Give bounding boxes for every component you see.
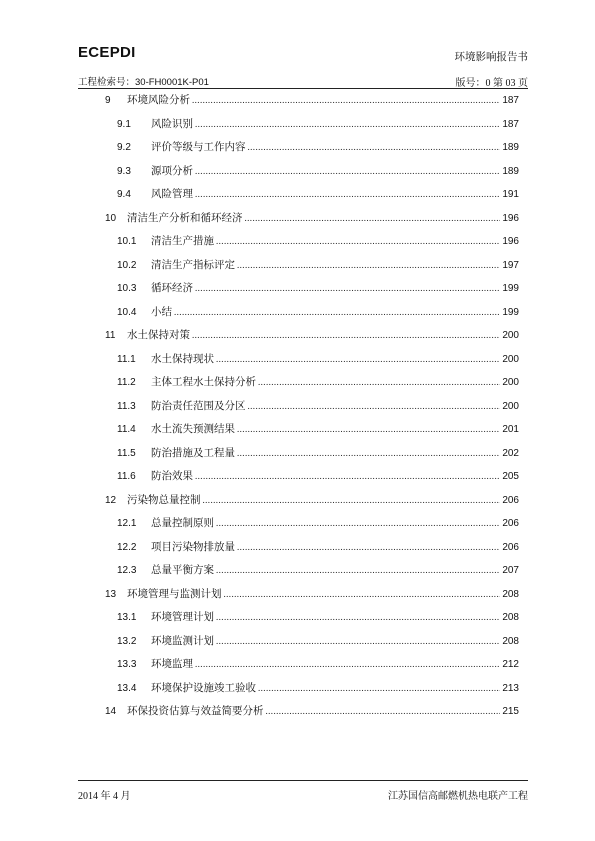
toc-entry-title: 清洁生产指标评定 xyxy=(151,260,235,271)
toc-entry-page: 201 xyxy=(502,424,519,435)
toc-dot-leader xyxy=(195,189,500,199)
toc-entry-page: 215 xyxy=(502,706,519,717)
toc-entry-page: 200 xyxy=(502,354,519,365)
toc-section-entry[interactable] xyxy=(117,186,519,201)
toc-dot-leader xyxy=(174,307,500,317)
footer-divider xyxy=(78,780,528,781)
toc-entry-number: 11.5 xyxy=(117,448,136,459)
toc-dot-leader xyxy=(216,236,500,246)
toc-entry-number: 10.3 xyxy=(117,283,137,294)
company-logo: ECEPDI xyxy=(78,44,136,61)
toc-entry-number: 13.3 xyxy=(117,659,137,670)
toc-dot-leader xyxy=(195,471,500,481)
toc-dot-leader xyxy=(195,283,500,293)
toc-section-entry[interactable] xyxy=(117,562,519,577)
toc-entry-number: 12.2 xyxy=(117,542,137,553)
toc-entry-title: 主体工程水土保持分析 xyxy=(151,377,256,388)
toc-entry-number: 10 xyxy=(105,213,117,224)
toc-dot-leader xyxy=(237,542,500,552)
toc-entry-number: 13 xyxy=(105,589,117,600)
toc-section-entry[interactable] xyxy=(117,468,519,483)
toc-entry-title: 防治措施及工程量 xyxy=(151,448,235,459)
toc-dot-leader xyxy=(203,495,501,505)
toc-entry-page: 200 xyxy=(502,401,519,412)
toc-section-entry[interactable] xyxy=(117,421,519,436)
toc-entry-title: 小结 xyxy=(151,307,172,318)
toc-entry-page: 187 xyxy=(502,95,519,106)
toc-entry-title: 清洁生产分析和循环经济 xyxy=(127,213,243,224)
toc-dot-leader xyxy=(237,448,500,458)
toc-dot-leader xyxy=(224,589,501,599)
toc-dot-leader xyxy=(216,565,500,575)
project-reference-number: 工程检索号：30-FH0001K-P01 xyxy=(78,77,209,88)
toc-entry-title: 防治效果 xyxy=(151,471,193,482)
toc-entry-title: 风险管理 xyxy=(151,189,193,200)
toc-entry-page: 202 xyxy=(502,448,519,459)
toc-dot-leader xyxy=(192,95,500,105)
toc-section-entry[interactable] xyxy=(117,398,519,413)
toc-dot-leader xyxy=(216,354,500,364)
toc-entry-title: 环境监理 xyxy=(151,659,193,670)
project-name: 江苏国信高邮燃机热电联产工程 xyxy=(388,791,528,802)
toc-dot-leader xyxy=(266,706,501,716)
toc-chapter-entry[interactable] xyxy=(105,92,519,107)
toc-entry-page: 213 xyxy=(502,683,519,694)
toc-dot-leader xyxy=(216,636,500,646)
toc-section-entry[interactable] xyxy=(117,374,519,389)
toc-section-entry[interactable] xyxy=(117,515,519,530)
toc-chapter-entry[interactable] xyxy=(105,327,519,342)
toc-dot-leader xyxy=(192,330,500,340)
toc-entry-number: 11.1 xyxy=(117,354,136,365)
toc-entry-page: 200 xyxy=(502,330,519,341)
toc-entry-number: 9.2 xyxy=(117,142,131,153)
toc-section-entry[interactable] xyxy=(117,116,519,131)
toc-section-entry[interactable] xyxy=(117,445,519,460)
toc-section-entry[interactable] xyxy=(117,609,519,624)
toc-entry-number: 11.4 xyxy=(117,424,136,435)
toc-entry-page: 189 xyxy=(502,166,519,177)
toc-entry-number: 13.1 xyxy=(117,612,137,623)
toc-entry-page: 196 xyxy=(502,213,519,224)
toc-entry-page: 206 xyxy=(502,542,519,553)
toc-dot-leader xyxy=(195,166,500,176)
toc-section-entry[interactable] xyxy=(117,633,519,648)
toc-entry-page: 207 xyxy=(502,565,519,576)
toc-entry-number: 13.4 xyxy=(117,683,137,694)
toc-entry-number: 14 xyxy=(105,706,117,717)
toc-entry-number: 11 xyxy=(105,330,116,341)
publication-date: 2014 年 4 月 xyxy=(78,791,131,802)
toc-entry-page: 191 xyxy=(502,189,519,200)
toc-entry-number: 12.3 xyxy=(117,565,137,576)
toc-chapter-entry[interactable] xyxy=(105,210,519,225)
toc-entry-number: 11.3 xyxy=(117,401,136,412)
toc-section-entry[interactable] xyxy=(117,539,519,554)
toc-dot-leader xyxy=(195,659,500,669)
toc-entry-page: 187 xyxy=(502,119,519,130)
toc-entry-page: 199 xyxy=(502,307,519,318)
toc-entry-number: 9.1 xyxy=(117,119,131,130)
toc-entry-page: 208 xyxy=(502,612,519,623)
toc-entry-title: 防治责任范围及分区 xyxy=(151,401,246,412)
toc-section-entry[interactable] xyxy=(117,163,519,178)
toc-entry-page: 206 xyxy=(502,518,519,529)
toc-entry-number: 9.3 xyxy=(117,166,131,177)
toc-chapter-entry[interactable] xyxy=(105,586,519,601)
toc-dot-leader xyxy=(258,683,500,693)
toc-entry-number: 12.1 xyxy=(117,518,137,529)
toc-section-entry[interactable] xyxy=(117,139,519,154)
toc-entry-title: 源项分析 xyxy=(151,166,193,177)
toc-entry-page: 197 xyxy=(502,260,519,271)
toc-entry-title: 污染物总量控制 xyxy=(127,495,201,506)
toc-entry-page: 206 xyxy=(502,495,519,506)
toc-dot-leader xyxy=(195,119,500,129)
toc-entry-page: 199 xyxy=(502,283,519,294)
toc-section-entry[interactable] xyxy=(117,233,519,248)
toc-entry-title: 循环经济 xyxy=(151,283,193,294)
toc-entry-number: 13.2 xyxy=(117,636,137,647)
toc-entry-page: 212 xyxy=(502,659,519,670)
toc-dot-leader xyxy=(245,213,501,223)
toc-entry-number: 12 xyxy=(105,495,117,506)
toc-entry-title: 项目污染物排放量 xyxy=(151,542,235,553)
toc-section-entry[interactable] xyxy=(117,680,519,695)
toc-entry-title: 风险识别 xyxy=(151,119,193,130)
toc-entry-title: 水土保持现状 xyxy=(151,354,214,365)
toc-entry-title: 环境管理计划 xyxy=(151,612,214,623)
toc-entry-title: 水土流失预测结果 xyxy=(151,424,235,435)
toc-section-entry[interactable] xyxy=(117,280,519,295)
toc-dot-leader xyxy=(248,142,501,152)
toc-entry-title: 环境风险分析 xyxy=(127,95,190,106)
version-page-number: 版号：0 第 03 页 xyxy=(455,78,528,89)
toc-entry-title: 评价等级与工作内容 xyxy=(151,142,246,153)
toc-entry-title: 清洁生产措施 xyxy=(151,236,214,247)
toc-chapter-entry[interactable] xyxy=(105,492,519,507)
report-type: 环境影响报告书 xyxy=(454,52,528,63)
toc-entry-title: 总量控制原则 xyxy=(151,518,214,529)
toc-dot-leader xyxy=(216,518,500,528)
toc-entry-page: 208 xyxy=(502,636,519,647)
toc-section-entry[interactable] xyxy=(117,304,519,319)
toc-entry-title: 总量平衡方案 xyxy=(151,565,214,576)
toc-entry-number: 9.4 xyxy=(117,189,131,200)
toc-entry-number: 10.1 xyxy=(117,236,137,247)
toc-entry-number: 10.2 xyxy=(117,260,137,271)
toc-entry-page: 205 xyxy=(502,471,519,482)
toc-entry-title: 环保投资估算与效益简要分析 xyxy=(127,706,264,717)
toc-entry-title: 环境管理与监测计划 xyxy=(127,589,222,600)
toc-entry-page: 200 xyxy=(502,377,519,388)
toc-dot-leader xyxy=(237,260,500,270)
toc-entry-title: 水土保持对策 xyxy=(127,330,190,341)
toc-entry-title: 环境监测计划 xyxy=(151,636,214,647)
toc-entry-page: 189 xyxy=(502,142,519,153)
toc-dot-leader xyxy=(237,424,500,434)
toc-section-entry[interactable] xyxy=(117,257,519,272)
toc-entry-page: 208 xyxy=(502,589,519,600)
toc-dot-leader xyxy=(216,612,500,622)
toc-entry-number: 11.2 xyxy=(117,377,136,388)
toc-dot-leader xyxy=(258,377,500,387)
toc-section-entry[interactable] xyxy=(117,656,519,671)
toc-dot-leader xyxy=(248,401,501,411)
toc-entry-number: 9 xyxy=(105,95,111,106)
toc-entry-title: 环境保护设施竣工验收 xyxy=(151,683,256,694)
toc-entry-number: 11.6 xyxy=(117,471,136,482)
toc-entry-number: 10.4 xyxy=(117,307,137,318)
toc-chapter-entry[interactable] xyxy=(105,703,519,718)
toc-section-entry[interactable] xyxy=(117,351,519,366)
toc-entry-page: 196 xyxy=(502,236,519,247)
